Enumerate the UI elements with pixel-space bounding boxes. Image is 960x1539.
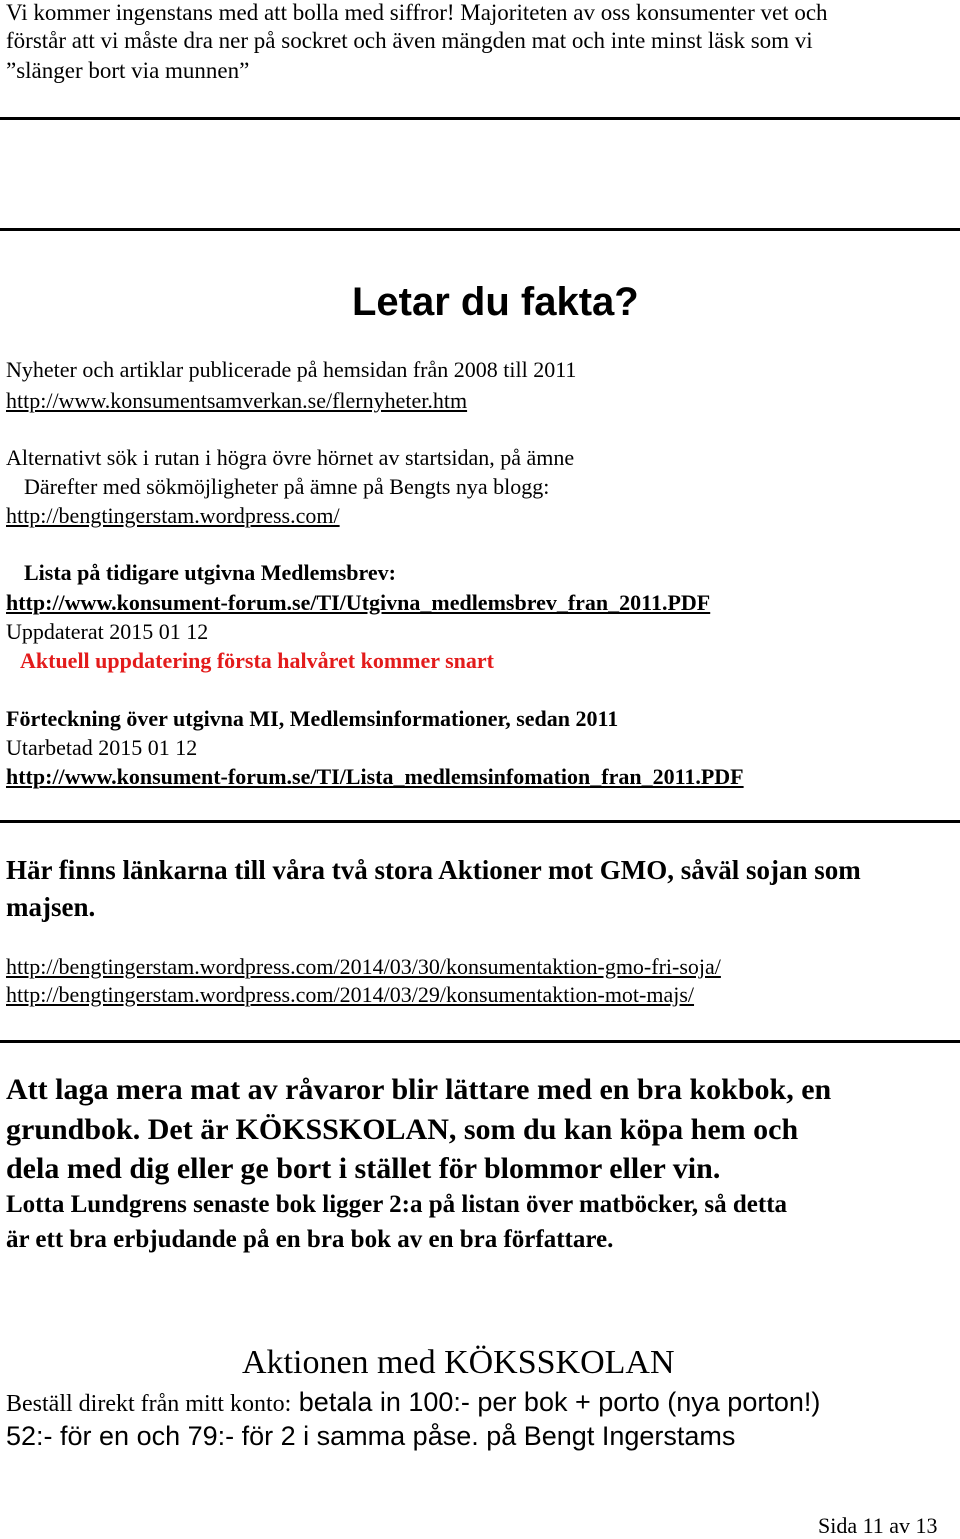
cookbook-line-1: Att laga mera mat av råvaror blir lättare med en bra kokbok, en [6, 1073, 832, 1106]
divider-2 [0, 228, 960, 231]
cookbook-line-5: är ett bra erbjudande på en bra bok av en bra författare. [6, 1226, 614, 1253]
cookbook-line-2: grundbok. Det är KÖKSSKOLAN, som du kan köpa hem och [6, 1113, 799, 1146]
gmo-heading-line-1: Här finns länkarna till våra två stora Aktioner mot GMO, såväl sojan som [6, 855, 861, 885]
news-text: Nyheter och artiklar publicerade på hemsidan från 2008 till 2011 [6, 357, 577, 382]
blog-link[interactable]: http://bengtingerstam.wordpress.com/ [6, 503, 340, 528]
medlemsbrev-link[interactable]: http://www.konsument-forum.se/TI/Utgivna_medlemsbrev_fran_2011.PDF [6, 590, 711, 615]
facts-heading: Letar du fakta? [352, 280, 639, 324]
alt-line-2: Därefter med sökmöjligheter på ämne på Bengts nya blogg: [24, 474, 550, 499]
campaign-line-2: 52:- för en och 79:- för 2 i samma påse. på Bengt Ingerstams [6, 1421, 736, 1451]
gmo-majs-link[interactable]: http://bengtingerstam.wordpress.com/2014/03/29/konsumentaktion-mot-majs/ [6, 982, 695, 1007]
divider-3 [0, 820, 960, 823]
news-link[interactable]: http://www.konsumentsamverkan.se/flernyheter.htm [6, 388, 468, 413]
intro-line-2: förstår att vi måste dra ner på sockret och även mängden mat och inte minst läsk som vi [6, 28, 813, 53]
mi-title: Förteckning över utgivna MI, Medlemsinformationer, sedan 2011 [6, 706, 619, 731]
gmo-soja-link[interactable]: http://bengtingerstam.wordpress.com/2014/03/30/konsumentaktion-gmo-fri-soja/ [6, 954, 721, 979]
cookbook-line-4: Lotta Lundgrens senaste bok ligger 2:a på listan över matböcker, så detta [6, 1191, 788, 1218]
gmo-heading-line-2: majsen. [6, 892, 96, 922]
divider-4 [0, 1040, 960, 1043]
list-title: Lista på tidigare utgivna Medlemsbrev: [24, 560, 396, 585]
alt-line-1: Alternativt sök i rutan i högra övre hörnet av startsidan, på ämne [6, 445, 575, 470]
page-number: Sida 11 av 13 [818, 1513, 938, 1538]
campaign-order-lead: Beställ direkt från mitt konto: [6, 1391, 292, 1417]
mi-link[interactable]: http://www.konsument-forum.se/TI/Lista_medlemsinfomation_fran_2011.PDF [6, 764, 744, 789]
update-notice: Aktuell uppdatering första halvåret kommer snart [20, 648, 495, 673]
divider-1 [0, 117, 960, 120]
updated-text: Uppdaterat 2015 01 12 [6, 619, 209, 644]
campaign-order-line [6, 1387, 820, 1418]
intro-line-1: Vi kommer ingenstans med att bolla med siffror! Majoriteten av oss konsumenter vet och [6, 0, 828, 25]
cookbook-line-3: dela med dig eller ge bort i stället för blommor eller vin. [6, 1152, 721, 1185]
intro-line-3: ”slänger bort via munnen” [6, 58, 250, 83]
campaign-order-price: betala in 100:- per bok + porto (nya porton!) [291, 1387, 821, 1417]
mi-date: Utarbetad 2015 01 12 [6, 735, 198, 760]
campaign-title: Aktionen med KÖKSSKOLAN [242, 1344, 675, 1381]
